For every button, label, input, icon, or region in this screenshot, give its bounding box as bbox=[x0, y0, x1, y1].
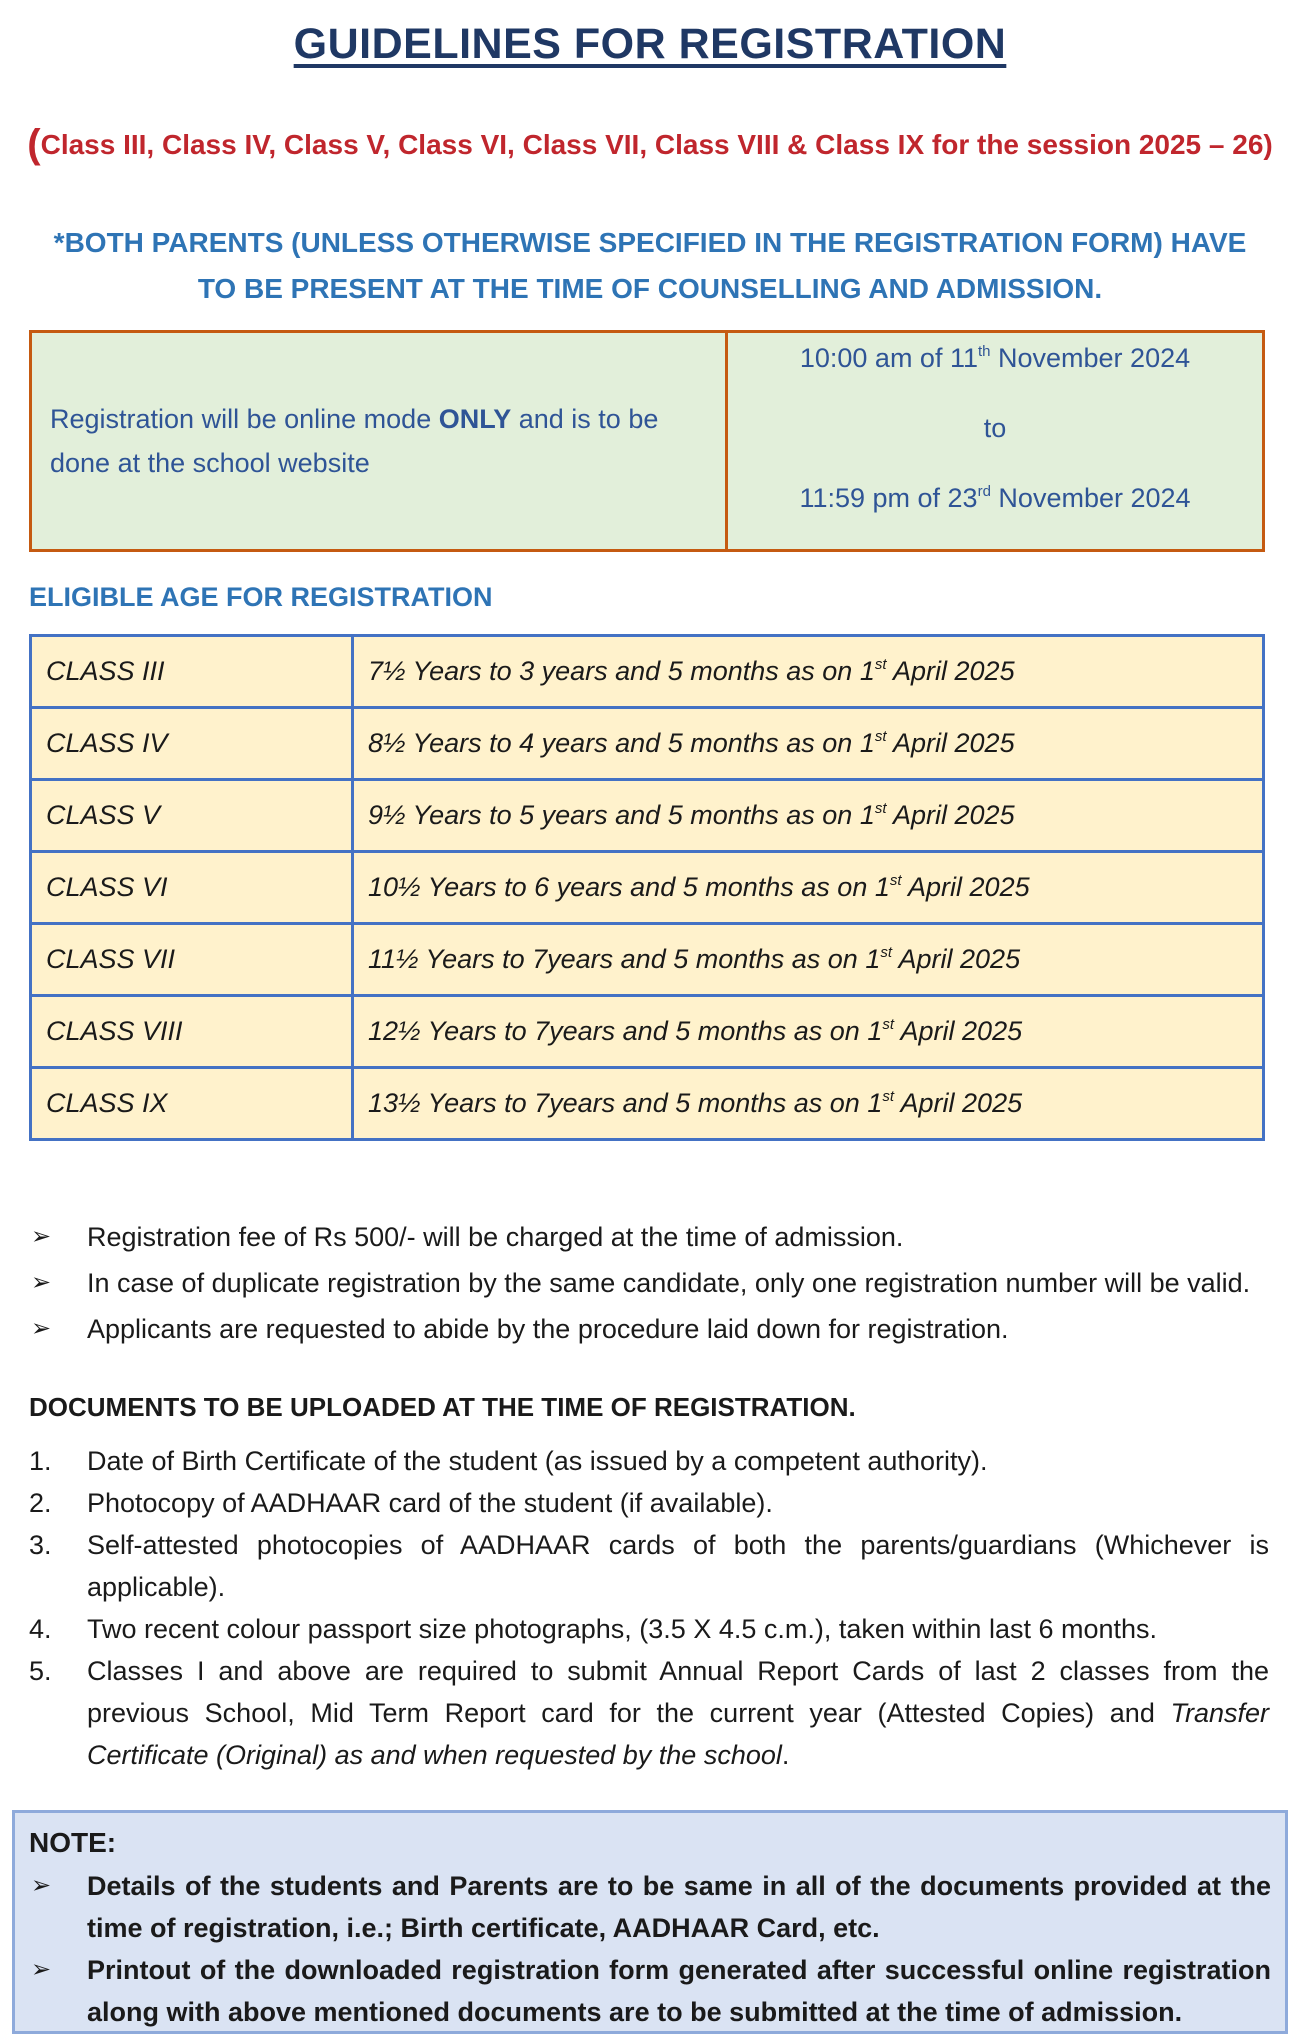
age-cell bbox=[353, 852, 1264, 924]
age-date: April 2025 bbox=[901, 872, 1030, 902]
arrow-bullet-icon: ➢ bbox=[31, 1315, 52, 1342]
notice-line-1: *BOTH PARENTS (UNLESS OTHERWISE SPECIFIED IN THE REGISTRATION FORM) HAVE bbox=[53, 227, 1247, 258]
age-text: 7½ Years to 3 years and 5 months as on 1 bbox=[368, 656, 875, 686]
age-date: April 2025 bbox=[886, 656, 1015, 686]
end-sup: rd bbox=[977, 483, 991, 500]
end-post: November 2024 bbox=[990, 483, 1191, 513]
start-sup: th bbox=[977, 343, 991, 360]
documents-list bbox=[29, 1440, 1269, 1776]
registration-end bbox=[799, 473, 1190, 543]
registration-mode-text bbox=[50, 397, 707, 485]
mode-text-bold: ONLY bbox=[438, 404, 512, 434]
registration-window-box bbox=[29, 330, 1265, 552]
end-pre: 11:59 pm of 23 bbox=[799, 483, 978, 513]
age-cell bbox=[353, 1068, 1264, 1140]
start-pre: 10:00 am of 11 bbox=[799, 343, 978, 373]
list-item bbox=[29, 1482, 1269, 1524]
list-item bbox=[29, 1865, 1271, 1949]
bullet-text: Registration fee of Rs 500/- will be charged at the time of admission. bbox=[87, 1222, 904, 1252]
class-cell: CLASS VIII bbox=[31, 996, 353, 1068]
list-item bbox=[29, 1524, 1269, 1608]
bullet-text: In case of duplicate registration by the same candidate, only one registration number will be valid. bbox=[87, 1268, 1251, 1298]
table-row bbox=[31, 924, 1264, 996]
item-number: 1. bbox=[29, 1446, 52, 1476]
age-text: 13½ Years to 7years and 5 months as on 1 bbox=[368, 1088, 883, 1118]
eligible-age-table bbox=[29, 634, 1265, 1141]
parents-notice bbox=[40, 220, 1260, 312]
item-number: 3. bbox=[29, 1530, 52, 1560]
age-cell bbox=[353, 708, 1264, 780]
age-text: 9½ Years to 5 years and 5 months as on 1 bbox=[368, 800, 875, 830]
table-row bbox=[31, 996, 1264, 1068]
age-text: 12½ Years to 7years and 5 months as on 1 bbox=[368, 1016, 883, 1046]
item-text: Self-attested photocopies of AADHAAR cards of both the parents/guardians (Whichever is applicable). bbox=[87, 1530, 1269, 1602]
age-sup: st bbox=[874, 800, 887, 817]
table-row bbox=[31, 780, 1264, 852]
age-date: April 2025 bbox=[886, 728, 1015, 758]
registration-bullets bbox=[29, 1214, 1274, 1352]
age-cell bbox=[353, 996, 1264, 1068]
item-text: Date of Birth Certificate of the student (as issued by a competent authority). bbox=[87, 1446, 988, 1476]
registration-mode bbox=[32, 333, 728, 549]
class-cell: CLASS IX bbox=[31, 1068, 353, 1140]
item-text-end: . bbox=[781, 1740, 790, 1770]
note-heading: NOTE: bbox=[29, 1827, 117, 1858]
bullet-text: Applicants are requested to abide by the procedure laid down for registration. bbox=[87, 1314, 1009, 1344]
age-cell bbox=[353, 636, 1264, 708]
age-sup: st bbox=[880, 944, 893, 961]
age-sup: st bbox=[882, 1016, 895, 1033]
table-row bbox=[31, 708, 1264, 780]
session-subtitle bbox=[0, 122, 1300, 167]
age-cell bbox=[353, 780, 1264, 852]
subtitle-paren: ( bbox=[27, 122, 41, 166]
item-number: 4. bbox=[29, 1614, 52, 1644]
table-row bbox=[31, 1068, 1264, 1140]
eligible-age-heading: ELIGIBLE AGE FOR REGISTRATION bbox=[29, 582, 493, 612]
item-text: Two recent colour passport size photographs, (3.5 X 4.5 c.m.), taken within last 6 months. bbox=[87, 1614, 1158, 1644]
list-item bbox=[29, 1306, 1274, 1352]
age-cell bbox=[353, 924, 1264, 996]
registration-to: to bbox=[983, 413, 1007, 443]
table-row bbox=[31, 636, 1264, 708]
list-item bbox=[29, 1260, 1274, 1306]
mode-text-pre: Registration will be online mode bbox=[50, 404, 439, 434]
mode-text-post: and is to be done at the school website bbox=[50, 404, 659, 478]
class-cell: CLASS III bbox=[31, 636, 353, 708]
age-sup: st bbox=[874, 656, 887, 673]
item-text: Photocopy of AADHAAR card of the student (if available). bbox=[87, 1488, 773, 1518]
start-post: November 2024 bbox=[990, 343, 1191, 373]
table-row bbox=[31, 852, 1264, 924]
note-list bbox=[29, 1865, 1271, 2033]
arrow-bullet-icon: ➢ bbox=[31, 1872, 52, 1899]
note-text: Details of the students and Parents are to be same in all of the documents provided at the time of registration, i.e.; Birth certificate, AADHAAR Card, etc. bbox=[87, 1871, 1271, 1943]
class-cell: CLASS V bbox=[31, 780, 353, 852]
documents-heading: DOCUMENTS TO BE UPLOADED AT THE TIME OF REGISTRATION. bbox=[29, 1392, 856, 1422]
item-text-italic: Transfer Certificate (Original) bbox=[87, 1698, 1269, 1770]
item-text-italic-tail: as and when requested by the school bbox=[327, 1740, 782, 1770]
class-cell: CLASS IV bbox=[31, 708, 353, 780]
subtitle-text: Class III, Class IV, Class V, Class VI, Class VII, Class VIII & Class IX for the session 2025 – 26) bbox=[40, 129, 1273, 160]
arrow-bullet-icon: ➢ bbox=[31, 1223, 52, 1250]
registration-dates bbox=[728, 333, 1262, 549]
class-cell: CLASS VI bbox=[31, 852, 353, 924]
page-title: GUIDELINES FOR REGISTRATION bbox=[293, 20, 1007, 68]
age-text: 10½ Years to 6 years and 5 months as on 1 bbox=[368, 872, 890, 902]
list-item bbox=[29, 1949, 1271, 2033]
age-date: April 2025 bbox=[894, 1088, 1023, 1118]
list-item bbox=[29, 1650, 1269, 1776]
age-date: April 2025 bbox=[892, 944, 1021, 974]
arrow-bullet-icon: ➢ bbox=[31, 1269, 52, 1296]
item-number: 2. bbox=[29, 1488, 52, 1518]
age-date: April 2025 bbox=[886, 800, 1015, 830]
age-sup: st bbox=[874, 728, 887, 745]
list-item bbox=[29, 1214, 1274, 1260]
item-text: Classes I and above are required to submit Annual Report Cards of last 2 classes from the previous School, Mid Term Report card for the current year (Attested Copies) and bbox=[87, 1656, 1269, 1728]
item-number: 5. bbox=[29, 1656, 52, 1686]
list-item bbox=[29, 1440, 1269, 1482]
note-box bbox=[12, 1810, 1288, 2034]
registration-start bbox=[800, 333, 1190, 403]
notice-line-2: TO BE PRESENT AT THE TIME OF COUNSELLING AND ADMISSION. bbox=[197, 273, 1103, 304]
class-cell: CLASS VII bbox=[31, 924, 353, 996]
age-text: 8½ Years to 4 years and 5 months as on 1 bbox=[368, 728, 875, 758]
age-sup: st bbox=[889, 872, 902, 889]
note-text: Printout of the downloaded registration form generated after successful online registration along with above mentioned documents are to be submitted at the time of admission. bbox=[87, 1955, 1271, 2027]
age-sup: st bbox=[882, 1088, 895, 1105]
arrow-bullet-icon: ➢ bbox=[31, 1956, 52, 1983]
list-item bbox=[29, 1608, 1269, 1650]
age-text: 11½ Years to 7years and 5 months as on 1 bbox=[368, 944, 881, 974]
age-date: April 2025 bbox=[894, 1016, 1023, 1046]
